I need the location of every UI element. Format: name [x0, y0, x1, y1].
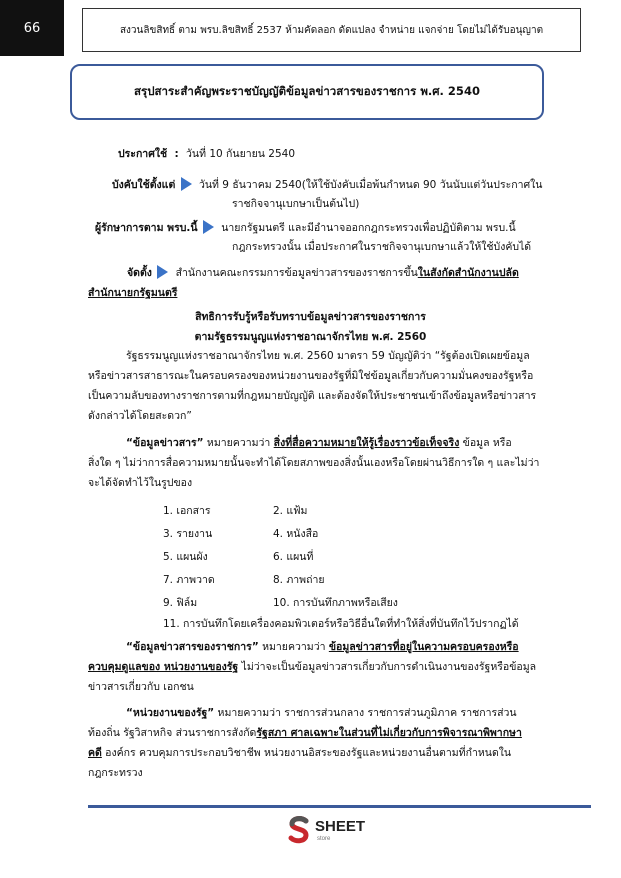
- form-item: [163, 573, 215, 587]
- rights-heading-text-1: สิทธิการรับรู้หรือรับทราบข้อมูลข่าวสารของราชการ: [195, 311, 426, 323]
- right-arrow-icon: [181, 177, 192, 191]
- page-number: [0, 0, 64, 56]
- form-item: [273, 573, 325, 587]
- info-def-term: “ข้อมูลข่าวสาร”: [126, 437, 204, 449]
- agency-def-text-3a: คดี: [88, 747, 102, 759]
- form-item: [273, 550, 313, 564]
- right-arrow-icon: [203, 220, 214, 234]
- effective-text-1: วันที่ 9 ธันวาคม 2540(ให้ใช้บังคับเมื่อพ้นกำหนด 90 วันนับแต่วันประกาศใน: [198, 179, 543, 191]
- gov-info-def-mid: หมายความว่า: [258, 641, 329, 653]
- constitution-text-4: ดังกล่าวได้โดยสะดวก”: [88, 410, 192, 422]
- form-item-text: 1. เอกสาร: [163, 505, 211, 517]
- rights-heading-1: [0, 310, 621, 324]
- effective-line-2: [232, 197, 359, 211]
- form-item-text: 8. ภาพถ่าย: [273, 574, 325, 586]
- logo-text: SHEET: [315, 818, 366, 835]
- agency-def-line-1: [126, 706, 517, 720]
- established-line-2: [88, 286, 177, 300]
- form-item: [163, 596, 197, 610]
- info-def-rest: ข้อมูล หรือ: [459, 437, 512, 449]
- agency-def-line-2: [88, 726, 522, 740]
- administrator-text-1: นายกรัฐมนตรี และมีอำนาจออกกฎกระทรวงเพื่อปฏิบัติตาม พรบ.นี้: [221, 222, 516, 234]
- form-item-text: 2. แฟ้ม: [273, 505, 308, 517]
- form-item-text: 11. การบันทึกโดยเครื่องคอมพิวเตอร์หรือวิธีอื่นใดที่ทำให้สิ่งที่บันทึกไว้ปรากฏได้: [163, 618, 519, 630]
- administrator-line-2: [232, 240, 531, 254]
- constitution-line-1: [126, 349, 530, 363]
- form-item: [273, 527, 318, 541]
- agency-def-term: “หน่วยงานของรัฐ”: [126, 707, 215, 719]
- constitution-text-1: รัฐธรรมนูญแห่งราชอาณาจักรไทย พ.ศ. 2560 มาตรา 59 บัญญัติว่า “รัฐต้องเปิดเผยข้อมูล: [126, 350, 530, 362]
- form-item: [163, 527, 212, 541]
- form-item-text: 7. ภาพวาด: [163, 574, 215, 586]
- constitution-line-3: [88, 389, 536, 403]
- form-item: [163, 504, 211, 518]
- right-arrow-icon: [157, 265, 168, 279]
- form-item-text: 3. รายงาน: [163, 528, 213, 540]
- form-item-last: [163, 617, 519, 631]
- form-item-text: 5. แผนผัง: [163, 551, 208, 563]
- form-item-text: 6. แผนที่: [273, 551, 314, 563]
- info-def-text-3: จะได้จัดทำไว้ในรูปของ: [88, 477, 193, 489]
- footer-divider: [88, 805, 591, 808]
- gov-info-def-rest-2: ไม่ว่าจะเป็นข้อมูลข่าวสารเกี่ยวกับการดำเนินงานของรัฐหรือข้อมูล: [238, 661, 537, 673]
- agency-def-line-3: [88, 746, 511, 760]
- established-text: สำนักงานคณะกรรมการข้อมูลข่าวสารของราชการขึ้น: [175, 267, 418, 279]
- constitution-text-2: หรือข่าวสารสาธารณะในครอบครองของหน่วยงานของรัฐที่มิใช่ข้อมูลเกี่ยวกับความมั่นคงของรัฐหรือ: [88, 370, 534, 382]
- sheet-store-logo: [287, 814, 377, 846]
- administrator-line: [95, 221, 516, 235]
- established-label: จัดตั้ง: [127, 267, 152, 279]
- constitution-line-2: [88, 369, 533, 383]
- info-def-text-2: สิ่งใด ๆ ไม่ว่าการสื่อความหมายนั้นจะทำได้โดยสภาพของสิ่งนั้นเองหรือโดยผ่านวิธีการใด ๆ และไม่ว่า: [88, 457, 540, 469]
- sheet-logo-icon: [287, 816, 311, 844]
- form-item-text: 4. หนังสือ: [273, 528, 319, 540]
- info-def-line-2: [88, 456, 539, 470]
- copyright-text: สงวนลิขสิทธิ์ ตาม พรบ.ลิขสิทธิ์ 2537 ห้ามคัดลอก ดัดแปลง จำหน่าย แจกจ่าย โดยไม่ได้รับอนุญาต: [119, 24, 544, 36]
- established-line: [127, 266, 519, 280]
- agency-def-line-4: [88, 766, 143, 780]
- page-number-text: 66: [23, 20, 41, 36]
- effective-label: บังคับใช้ตั้งแต่: [112, 179, 176, 191]
- agency-def-text-2a: ท้องถิ่น รัฐวิสาหกิจ ส่วนราชการสังกัด: [88, 727, 257, 739]
- gov-info-def-line-1: [126, 640, 519, 654]
- info-def-line-3: [88, 476, 192, 490]
- document-title-box: [70, 64, 544, 120]
- effective-text-2: ราชกิจจานุเบกษาเป็นต้นไป): [232, 198, 360, 210]
- info-def-emph: สิ่งที่สื่อความหมายให้รู้เรื่องราวข้อเท็จจริง: [273, 437, 460, 449]
- agency-def-text-4: กฎกระทรวง: [88, 767, 143, 779]
- agency-def-text-2b: รัฐสภา ศาลเฉพาะในส่วนที่ไม่เกี่ยวกับการพิจารณาพิพากษา: [256, 727, 522, 739]
- info-def-line-1: [126, 436, 512, 450]
- announce-line: [118, 147, 295, 161]
- gov-info-def-line-3: [88, 680, 194, 694]
- effective-line: [112, 178, 542, 192]
- info-def-mid: หมายความว่า: [203, 437, 274, 449]
- form-item: [273, 596, 398, 610]
- form-item-text: 10. การบันทึกภาพหรือเสียง: [273, 597, 398, 609]
- rights-heading-2: [0, 330, 621, 344]
- constitution-line-4: [88, 409, 192, 423]
- gov-info-def-emph-1: ข้อมูลข่าวสารที่อยู่ในความครอบครองหรือ: [328, 641, 519, 653]
- document-title: สรุปสาระสำคัญพระราชบัญญัติข้อมูลข่าวสารของราชการ พ.ศ. 2540: [134, 84, 480, 98]
- announce-value: วันที่ 10 กันยายน 2540: [186, 148, 296, 160]
- constitution-text-3: เป็นความลับของทางราชการตามที่กฎหมายบัญญัติ และต้องจัดให้ประชาชนเข้าถึงข้อมูลหรือข่าวสาร: [88, 390, 537, 402]
- announce-colon: :: [174, 148, 179, 160]
- established-underlined: ในสังกัดสำนักงานปลัด: [417, 267, 519, 279]
- gov-info-def-emph-2: ควบคุมดูแลของ หน่วยงานของรัฐ: [88, 661, 239, 673]
- administrator-text-2: กฎกระทรวงนั้น เมื่อประกาศในราชกิจจานุเบกษาแล้วให้ใช้บังคับได้: [232, 241, 532, 253]
- agency-def-text-3b: องค์กร ควบคุมการประกอบวิชาชีพ หน่วยงานอิสระของรัฐและหน่วยงานอื่นตามที่กำหนดใน: [101, 747, 512, 759]
- form-item: [163, 550, 208, 564]
- gov-info-def-text-3: ข่าวสารเกี่ยวกับ เอกชน: [88, 681, 194, 693]
- form-item-text: 9. ฟิล์ม: [163, 597, 198, 609]
- gov-info-def-term: “ข้อมูลข่าวสารของราชการ”: [126, 641, 259, 653]
- rights-heading-text-2: ตามรัฐธรรมนูญแห่งราชอาณาจักรไทย พ.ศ. 2560: [194, 331, 427, 343]
- administrator-label: ผู้รักษาการตาม พรบ.นี้: [95, 222, 198, 234]
- form-item: [273, 504, 307, 518]
- gov-info-def-line-2: [88, 660, 536, 674]
- announce-label: ประกาศใช้: [118, 148, 168, 160]
- copyright-notice: [82, 8, 581, 52]
- established-text-2: สำนักนายกรัฐมนตรี: [88, 287, 178, 299]
- logo-subtext: store: [317, 836, 331, 842]
- agency-def-rest-1: หมายความว่า ราชการส่วนกลาง ราชการส่วนภูมิภาค ราชการส่วน: [214, 707, 517, 719]
